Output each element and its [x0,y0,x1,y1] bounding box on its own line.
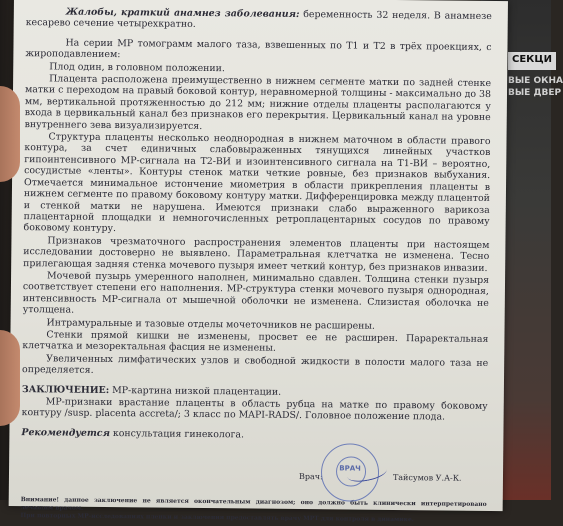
report-paragraph: Плацента расположена преимущественно в нижнем сегменте матки по задней стенке матки с переходом на правый боковой контур, неравномерной толщины - максимально до 38 мм, вертикальной протяженностью до 212 мм; нижние отделы плаценты располагаются у входа в цервикальный канал без признаков его перекрытия. Цервикальный канал на уровне внутреннего зева визуализируется. [24,73,492,132]
footer-note: Внимание! данное заключение не является окончательным диагнозом; оно должно быть клинически интерпретировано лечащим врачом. [20,496,487,512]
mri-report [21,6,492,526]
recommend-text: консультация гинеколога. [109,427,245,441]
report-paragraph: Структура плаценты несколько неоднородная в нижнем маточном в области правого контура, за счет единичных слабовыраженных тянущихся линейных участков гипоинтенсивного МР-сигнала на Т2-ВИ и изоинтенсивного сигнала на Т1-ВИ – вероятно, сосудистые «ленты». Контуры стенок матки четкие ровные, без признаков выбухания. Отмечается минимальное истончение миометрия в области прикрепления плаценты в нижнем сегменте по правому боковому контуру матки. Дифференцировка между плацентой и стенкой матки не нарушена. Имеются признаки слабо выраженного варикоза плацентарной площадки и немногочисленных ретроплацентарных сосудов по правому боковому контуру. [23,131,491,235]
report-paragraph: Интрамуральные и тазовые отделы мочеточников не расширены. [46,316,375,332]
background-sign-line: ВЫЕ ОКНА [508,76,563,86]
signature-row [21,440,488,501]
conclusion-text: МР-картина низкой плацентации. [109,384,282,398]
recommend-label: Рекомендуется [21,426,110,439]
conclusion-label: ЗАКЛЮЧЕНИЕ: [21,383,110,396]
doctor-label: Врач: [298,472,323,482]
complaints [26,6,492,34]
left-thumb [0,86,20,182]
report-intro: На серии МР томограмм малого таза, взвешенных по Т1 и Т2 в трёх проекциях, с жироподавлением: [25,37,492,61]
complaints-label: Жалобы, краткий анамнез заболевания: [65,6,300,20]
report-paragraph: Плод один, в головном положении. [49,60,225,74]
report-paragraph: Стенки прямой кишки не изменены, просвет ее не расширен. Параректальная клетчатка и мезоректальная фасция не изменены. [22,329,489,355]
background-sign-line: ВЫЕ ДВЕР [508,88,562,98]
report-paragraph: Признаков чрезматочного распространения элементов плаценты при настоящем исследовании достоверно не выявлено. Параметральная клетчатка не изменена. Тесно прилегающая задняя стенка мочевого пузыря имеет четкий контур, без признаков инвазии. [23,235,490,274]
report-paragraph: Мочевой пузырь умеренного наполнен, минимально сдавлен. Толщина стенки пузыря соответствует степени его наполнения. МР-структура стенки мочевого пузыря однородная, интенсивность МР-сигнала от мышечной оболочки не изменена. Слизистая оболочка не утолщена. [22,270,490,316]
stamp-label: ВРАЧ [339,464,361,473]
document-page [9,0,508,524]
left-thumb [0,330,20,426]
conclusion-details: МР-признаки врастание плаценты в область рубца на матке по правому боковому контуру /susp. placenta accreta/; 3 класс по MAPI-RADS/. Головное положение плода. [21,396,488,423]
complaints-text: беременность 32 неделя. В анамнезе кесарево сечение четырехкратно. [25,8,492,31]
doctor-name: Тайсумов У.А-К. [392,473,462,483]
footer-note: При повторных МР-исследованиях пленки и заключения предоставлять врачу МРТ для контроля в динамике. [20,512,414,524]
report-paragraph: Увеличенных лимфатических узлов и свободной жидкости в полости малого таза не определяется. [22,353,489,377]
background-sign: СЕКЦИ [508,52,556,70]
